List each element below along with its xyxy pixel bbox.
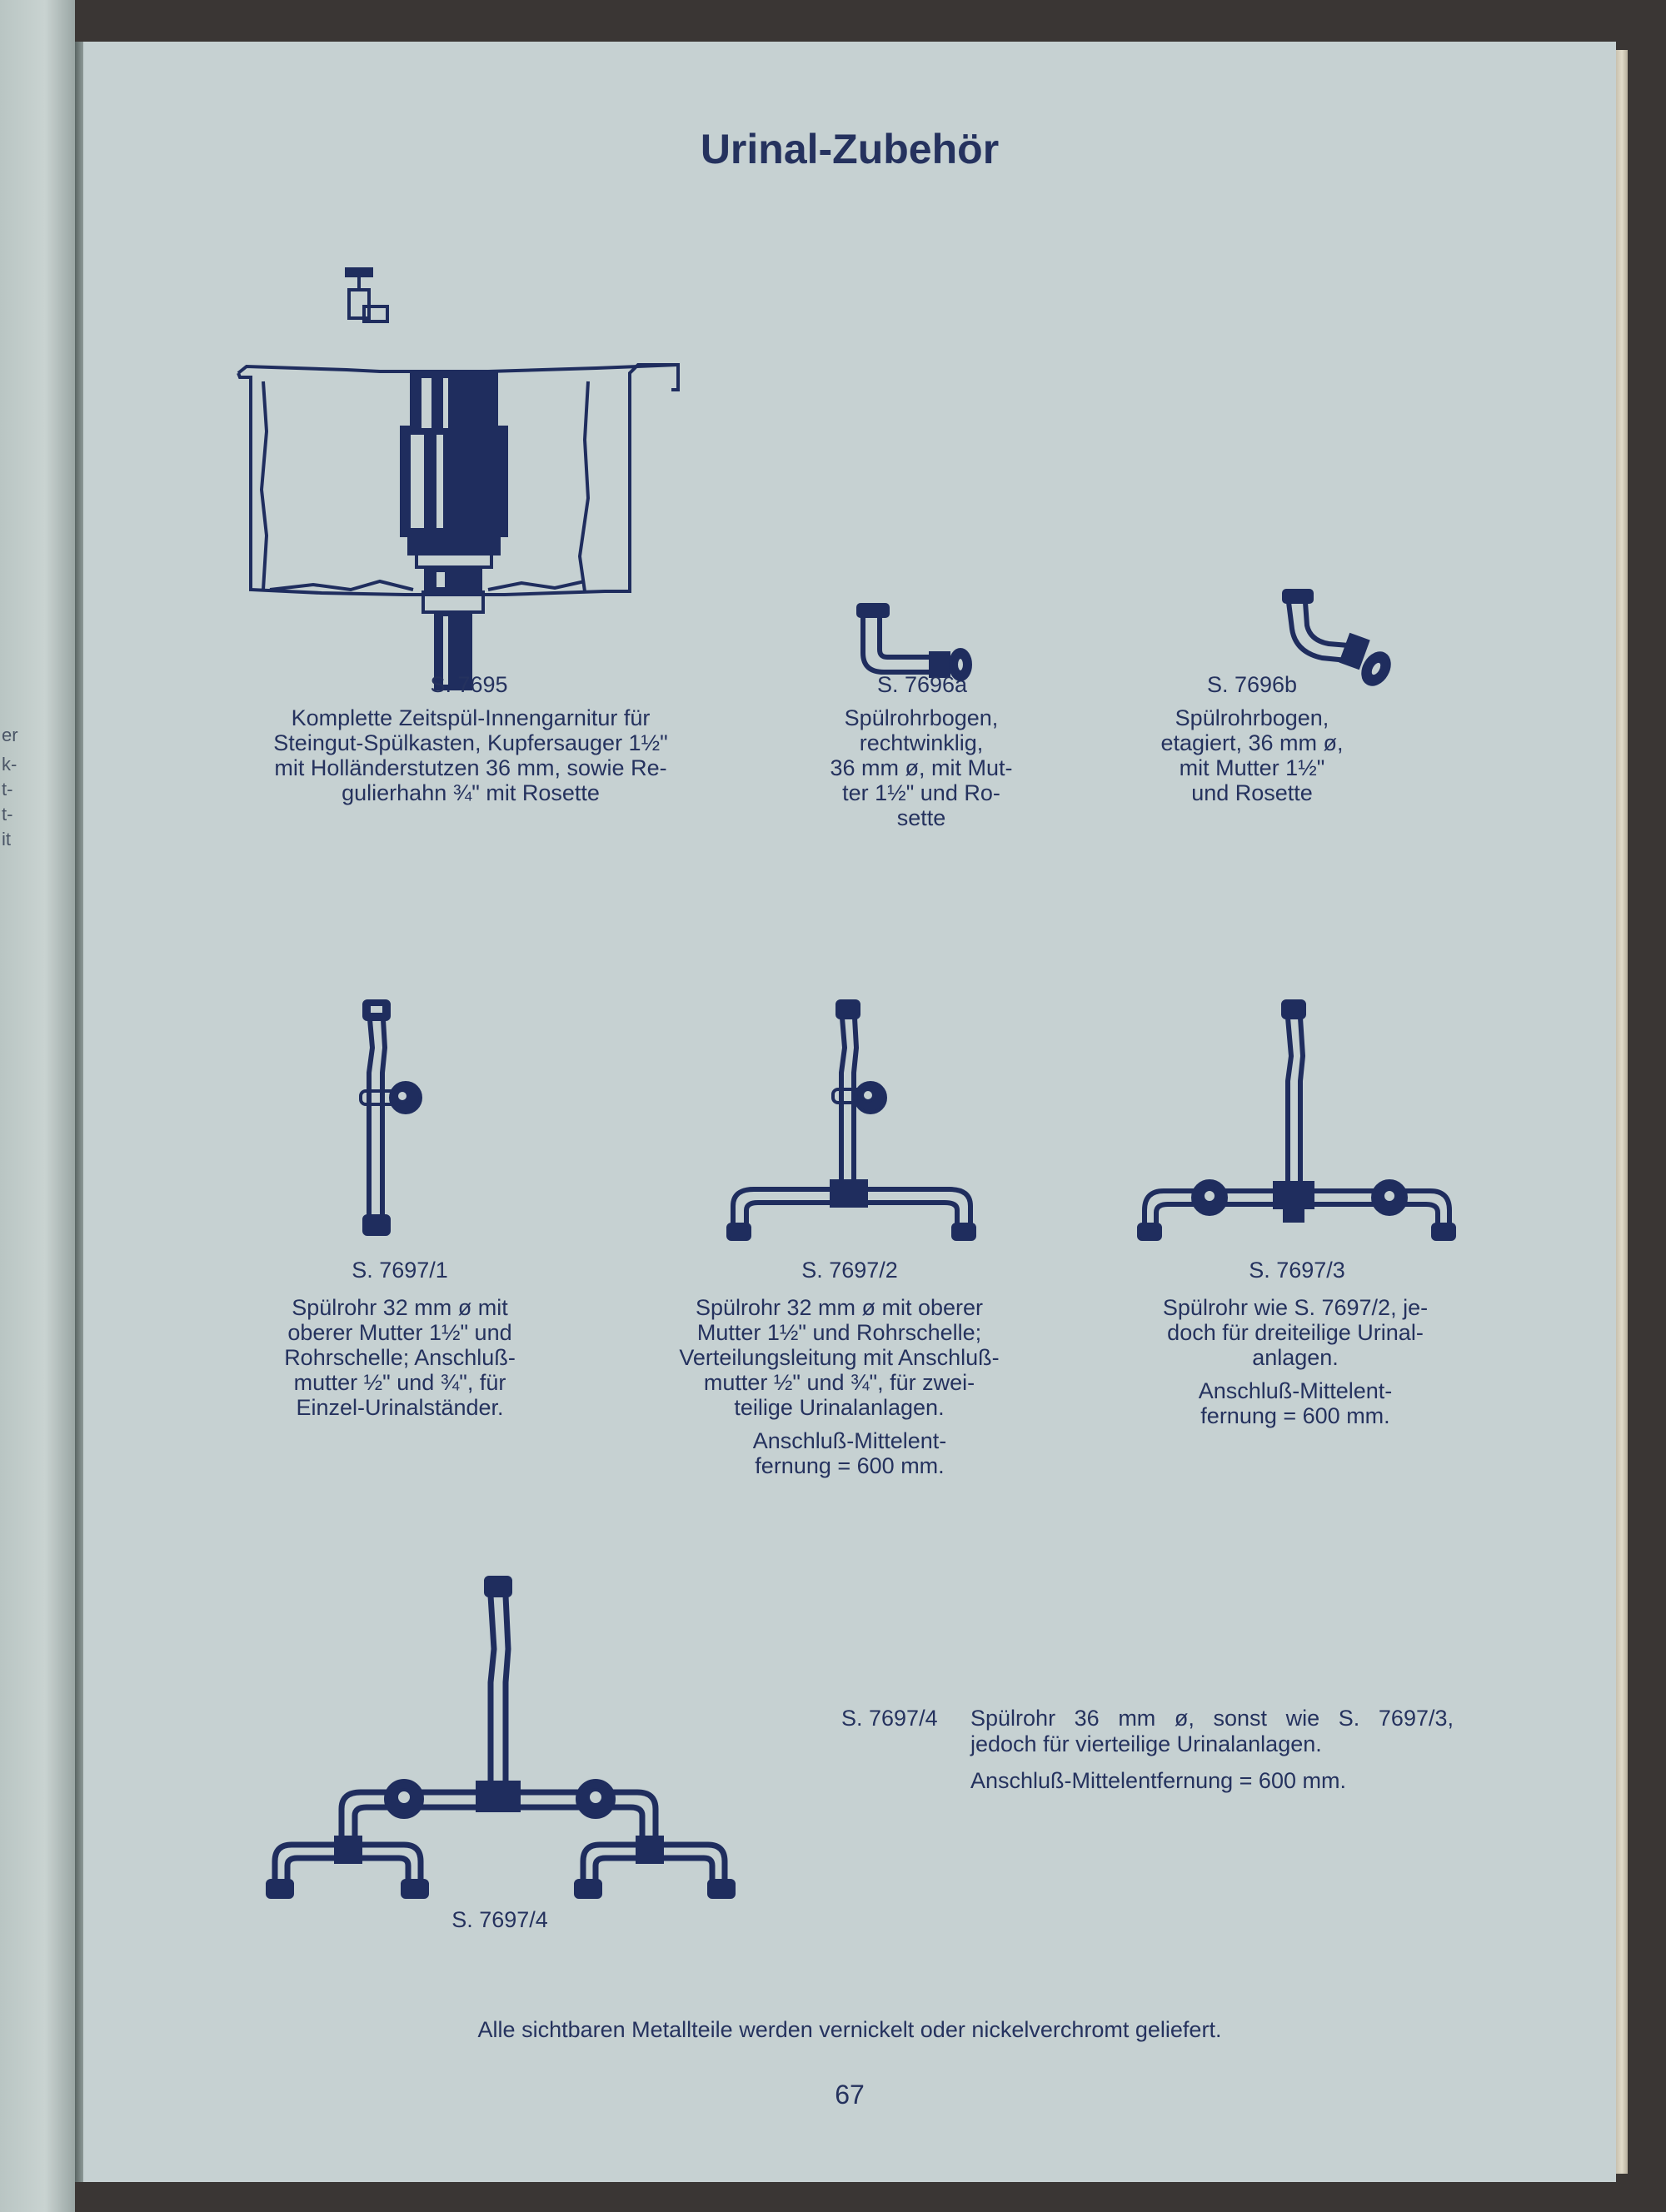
description-line: fernung = 600 mm.: [755, 1453, 945, 1478]
description-line: fernung = 600 mm.: [1200, 1403, 1390, 1428]
product-description: [242, 1295, 558, 1420]
connection-spacing-note: [691, 1428, 1008, 1478]
left-page-fragment: it: [2, 829, 11, 849]
description-line: Einzel-Urinalständer.: [296, 1395, 504, 1420]
description-line: etagiert, 36 mm ø,: [1160, 730, 1344, 755]
single-flush-pipe-illustration: [357, 998, 441, 1239]
description-line: Verteilungsleitung mit Anschluß-: [679, 1345, 1000, 1370]
description-line: mit Holländerstutzen 36 mm, sowie Re-: [274, 755, 667, 780]
product-description: [608, 1295, 1070, 1420]
description-line: anlagen.: [1252, 1345, 1339, 1370]
description-line: doch für dreiteilige Urinal-: [1167, 1320, 1424, 1345]
product-4-third-row: [841, 1768, 1454, 1793]
triple-flush-pipe-illustration: [1126, 998, 1468, 1243]
description-line: Rohrschelle; Anschluß-: [284, 1345, 516, 1370]
double-flush-pipe-illustration: [716, 998, 983, 1243]
left-page-fragment: t-: [2, 804, 13, 825]
description-line: und Rosette: [1191, 780, 1313, 805]
catalog-page: [83, 42, 1616, 2182]
quadruple-flush-pipe-illustration: [254, 1574, 754, 1899]
product-description: [1125, 705, 1379, 805]
description-line: Spülrohr 32 mm ø mit oberer: [695, 1295, 984, 1320]
description-line: Komplette Zeitspül-Innengarnitur für: [291, 705, 651, 730]
description-line: Anschluß-Mittelent-: [1198, 1378, 1393, 1403]
description-line: oberer Mutter 1½" und: [287, 1320, 512, 1345]
description-line: mutter ½" und ¾", für: [293, 1370, 506, 1395]
book-gutter: [75, 42, 83, 2182]
description-line: mutter ½" und ¾", für zwei-: [703, 1370, 975, 1395]
connection-spacing-note: [1141, 1378, 1449, 1428]
product-code: S. 7697/4: [451, 1907, 548, 1932]
description-line: Spülrohr wie S. 7697/2, je-: [1162, 1295, 1429, 1320]
left-page-fragment: k-: [2, 754, 17, 775]
description-line: Spülrohrbogen,: [1175, 705, 1329, 730]
cistern-flush-valve-illustration: [238, 265, 688, 690]
footer-note: Alle sichtbaren Metallteile werden vernickelt oder nickelverchromt geliefert.: [477, 2017, 1222, 2042]
description-line: Anschluß-Mittelentfernung = 600 mm.: [970, 1768, 1346, 1793]
description-line: Steingut-Spülkasten, Kupfersauger 1½": [273, 730, 668, 755]
page-edge: [1616, 50, 1628, 2174]
product-code: S. 7697/2: [801, 1258, 898, 1283]
description-line: Mutter 1½" und Rohrschelle;: [696, 1320, 982, 1345]
description-line: sette: [896, 805, 946, 830]
left-page-fragment: er: [2, 725, 18, 745]
description-line: jedoch für vierteilige Urinalanlagen.: [970, 1731, 1322, 1756]
description-line: teilige Urinalanlagen.: [734, 1395, 945, 1420]
description-line: 36 mm ø, mit Mut-: [830, 755, 1013, 780]
page-number: 67: [835, 2080, 865, 2110]
product-description: [233, 705, 708, 805]
product-description: [1141, 1295, 1449, 1370]
product-code: S. 7697/4: [841, 1706, 938, 1731]
product-4-description-block: [841, 1706, 1454, 1793]
product-4-first-row: [841, 1706, 1454, 1731]
product-code: S. 7697/3: [1249, 1258, 1345, 1283]
description-line: Spülrohr 36 mm ø, sonst wie S. 7697/3,: [970, 1706, 1454, 1731]
product-description: [790, 705, 1053, 830]
product-4-second-row: [841, 1731, 1454, 1756]
product-code: S. 7696a: [876, 672, 968, 697]
product-code: S. 7697/1: [352, 1258, 448, 1283]
product-code: S. 7695: [430, 672, 508, 697]
description-line: gulierhahn ¾" mit Rosette: [342, 780, 600, 805]
description-line: Anschluß-Mittelent-: [752, 1428, 947, 1453]
description-line: ter 1½" und Ro-: [842, 780, 1000, 805]
left-page-fragment: t-: [2, 779, 13, 800]
description-line: mit Mutter 1½": [1179, 755, 1325, 780]
description-line: Spülrohr 32 mm ø mit: [292, 1295, 508, 1320]
description-line: Spülrohrbogen,: [844, 705, 999, 730]
page-title: Urinal-Zubehör: [700, 126, 1000, 172]
product-code: S. 7696b: [1206, 672, 1298, 697]
description-line: rechtwinklig,: [859, 730, 984, 755]
left-page-edge: [0, 0, 75, 2212]
